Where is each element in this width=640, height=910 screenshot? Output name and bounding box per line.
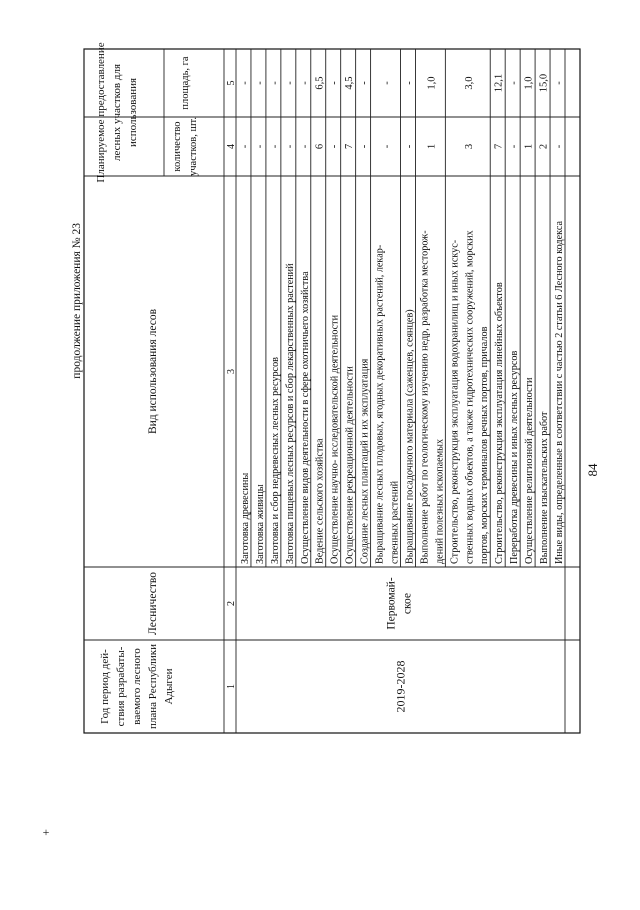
- page-number: 84: [585, 463, 600, 477]
- row-area: -: [553, 81, 565, 85]
- header-col1-line: Адыгеи: [163, 668, 175, 705]
- table-row: [509, 81, 520, 564]
- row-count: -: [284, 144, 296, 149]
- plus-mark: +: [42, 825, 50, 839]
- row-area: 12,1: [493, 73, 505, 93]
- row-area: -: [299, 81, 311, 85]
- header-col4-line: количество: [172, 121, 183, 172]
- header-col1-line: плана Республики: [147, 644, 159, 729]
- row-area: -: [254, 81, 266, 85]
- column-number: 3: [226, 369, 237, 374]
- forestry-line: ское: [401, 592, 414, 615]
- header-col4-line: участков, шт.: [188, 117, 199, 176]
- row-use-type: Заготовка древесины: [239, 472, 251, 564]
- header-group-line: использования: [127, 77, 139, 148]
- row-count: -: [553, 144, 565, 149]
- header-col5: площадь, га: [180, 56, 191, 110]
- row-area: 15,0: [538, 73, 550, 93]
- row-use-type: Выращивание посадочного материала (саженцев, сеянцев): [404, 309, 416, 564]
- column-number: 4: [226, 144, 237, 149]
- table-row: [254, 81, 265, 564]
- table-row: [375, 81, 401, 564]
- row-area: -: [508, 81, 520, 85]
- row-area: -: [403, 81, 415, 85]
- row-area: 3,0: [463, 76, 475, 90]
- row-count: 3: [463, 143, 475, 150]
- row-use-type: Выполнение изыскательских работ: [539, 411, 551, 564]
- row-use-type: Переработка древесины и иных лесных ресурсов: [509, 350, 521, 564]
- row-count: -: [508, 144, 520, 149]
- row-count: -: [299, 144, 311, 149]
- row-area: -: [239, 81, 251, 85]
- row-area: 6,5: [314, 76, 326, 90]
- column-number: 1: [226, 684, 237, 689]
- row-area: -: [381, 81, 393, 85]
- row-count: -: [269, 144, 281, 149]
- row-use-type: ственных водных объектов, а также гидротехнических сооружений, морских: [464, 230, 476, 564]
- row-use-type: Заготовка пищевых лесных ресурсов и сбор лекарственных растений: [284, 263, 296, 564]
- row-count: 6: [314, 143, 326, 150]
- row-use-type: ственных растений: [389, 480, 401, 564]
- row-use-type: Осуществление научно- исследовательской деятельности: [329, 314, 341, 564]
- row-count: 7: [493, 143, 505, 150]
- table-row: [314, 76, 325, 564]
- table-row: [524, 76, 535, 564]
- table-row: [404, 81, 415, 564]
- row-count: 1: [523, 143, 535, 150]
- table-row: [554, 81, 565, 564]
- row-count: -: [403, 144, 415, 149]
- row-area: 1,0: [523, 76, 535, 90]
- row-area: -: [269, 81, 281, 85]
- row-use-type: Заготовка живицы: [254, 484, 266, 564]
- row-area: -: [329, 81, 341, 85]
- row-use-type: дений полезных ископаемых: [434, 438, 446, 564]
- header-col1-line: ваемого лесного: [131, 648, 143, 725]
- row-use-type: Выращивание лесных плодовых, ягодных декоративных растений, лекар-: [374, 244, 386, 564]
- table-row: [329, 81, 340, 564]
- land-use-table: [71, 42, 580, 733]
- header-col1-line: ствия разрабаты-: [115, 646, 127, 727]
- row-use-type: Осуществление рекреационной деятельности: [344, 366, 356, 564]
- table-row: [359, 81, 370, 564]
- row-use-type: Осуществление видов деятельности в сфере охотничьего хозяйства: [299, 271, 311, 564]
- row-use-type: Иные виды, определенные в соответствии с частью 2 статьи 6 Лесного кодекса: [554, 220, 565, 564]
- row-area: -: [284, 81, 296, 85]
- table-row: [299, 81, 310, 564]
- row-count: -: [359, 144, 371, 149]
- row-use-type: Строительство, реконструкция эксплуатация водохранилищ и иных искус-: [449, 239, 461, 564]
- table-row: [344, 76, 355, 564]
- column-number: 2: [226, 601, 237, 606]
- header-col3: Вид использования лесов: [147, 308, 159, 435]
- table-row: [539, 74, 550, 564]
- caption: продолжение приложения № 23: [71, 223, 83, 379]
- row-count: 2: [538, 143, 550, 150]
- row-count: -: [329, 144, 341, 149]
- row-use-type: Ведение сельского хозяйства: [314, 438, 326, 564]
- row-use-type: Строительство, реконструкция эксплуатация линейных объектов: [494, 282, 506, 564]
- row-count: -: [254, 144, 266, 149]
- table-row: [449, 76, 490, 564]
- column-number: 5: [226, 80, 237, 86]
- row-use-type: Выполнение работ по геологическому изучению недр, разработка месторож-: [419, 230, 431, 564]
- row-area: 4,5: [344, 76, 356, 90]
- row-area: -: [359, 81, 371, 85]
- table-row: [284, 81, 295, 564]
- forestry-line: Первомай-: [385, 577, 398, 630]
- table-row: [269, 81, 280, 564]
- row-count: -: [381, 144, 393, 149]
- row-use-type: Создание лесных плантаций и их эксплуатация: [359, 358, 371, 564]
- table-row: [419, 76, 445, 564]
- header-group-line: лесных участков для: [111, 63, 123, 162]
- table-row: [494, 74, 505, 564]
- header-group-line: Планируемое предоставление: [95, 42, 107, 183]
- row-count: 7: [344, 143, 356, 150]
- row-use-type: Осуществление религиозной деятельности: [524, 377, 536, 564]
- row-count: 1: [426, 143, 438, 150]
- header-col2: Лесничество: [147, 572, 159, 635]
- row-count: -: [239, 144, 251, 149]
- row-area: 1,0: [426, 76, 438, 90]
- row-use-type: портов, морских терминалов речных портов, причалов: [479, 326, 491, 564]
- period: 2019-2028: [393, 660, 408, 713]
- row-use-type: Заготовка и сбор недревесных лесных ресурсов: [269, 357, 281, 564]
- table-row: [239, 81, 250, 564]
- header-col1-line: Год период дей-: [99, 649, 111, 724]
